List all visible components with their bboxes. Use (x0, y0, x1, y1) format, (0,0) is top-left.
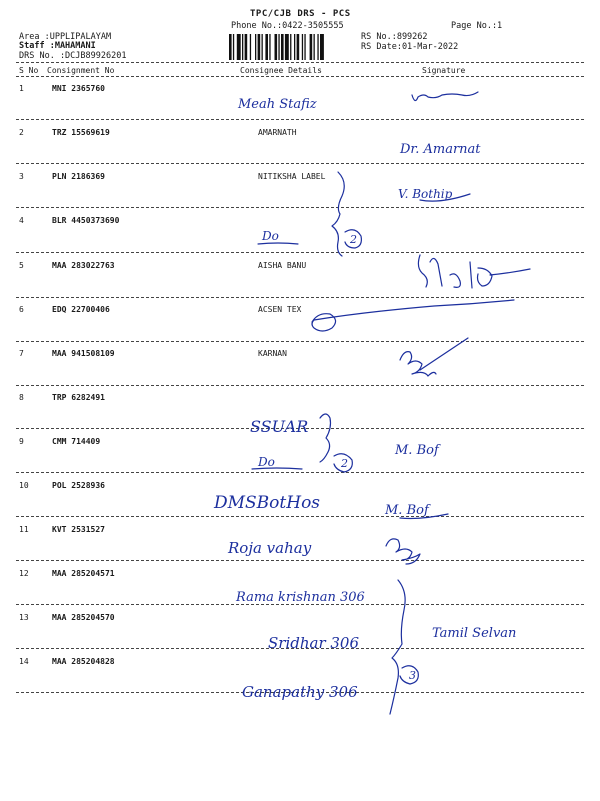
rs-date: RS Date:01-Mar-2022 (361, 42, 459, 52)
column-header-signature: Signature (422, 66, 466, 75)
row-consignment: KVT 2531527 (52, 525, 105, 534)
document-title: TPC/CJB DRS - PCS (250, 9, 351, 19)
handwritten-signature: V. Bothip (398, 187, 453, 201)
handwritten-signature: Dr. Amarnat (400, 142, 481, 157)
handwritten-name: Meah Stafiz (238, 97, 317, 112)
handwritten-name: SSUAR (250, 417, 309, 436)
handwritten-signature: M. Bof (385, 503, 429, 518)
handwritten-name: DMSBotHos (214, 493, 321, 513)
row-consignment: MAA 285204570 (52, 613, 115, 622)
row-sno: 8 (19, 393, 24, 402)
row-consignment: TRP 6282491 (52, 393, 105, 402)
handwritten-ditto: Do (262, 229, 279, 243)
row-consignee: ACSEN TEX (258, 305, 302, 314)
row-consignee: AISHA BANU (258, 261, 307, 270)
handwritten-ditto: Do (258, 455, 275, 469)
drs-number: DRS No. :DCJB89926201 (19, 51, 127, 61)
rs-number: RS No.:899262 (361, 32, 428, 42)
row-consignment: TRZ 15569619 (52, 128, 110, 137)
row-consignment: EDQ 22700406 (52, 305, 110, 314)
row-consignment: PLN 2186369 (52, 172, 105, 181)
signature-scribble (386, 539, 420, 564)
handwritten-signature: M. Bof (395, 443, 439, 458)
handwritten-name: Rama krishnan 306 (236, 590, 365, 605)
row-sno: 7 (19, 349, 24, 358)
column-header-sno: S No (19, 66, 39, 75)
handwritten-signature: Tamil Selvan (432, 626, 517, 641)
row-sno: 4 (19, 216, 24, 225)
page-number: Page No.:1 (451, 21, 503, 31)
ditto-underline (252, 468, 302, 469)
handwritten-name: Sridhar 306 (268, 634, 360, 652)
row-consignment: MNI 2365760 (52, 84, 105, 93)
ditto-underline (258, 243, 298, 244)
row-consignment: MAA 283022763 (52, 261, 115, 270)
signature-scribble (418, 255, 530, 288)
row-consignment: BLR 4450373690 (52, 216, 120, 225)
row-consignment: POL 2528936 (52, 481, 105, 490)
signature-scribble (312, 300, 514, 331)
row-consignment: MAA 941508109 (52, 349, 115, 358)
bracket-stroke (320, 414, 331, 462)
row-consignment: MAA 285204571 (52, 569, 115, 578)
signature-scribble (412, 92, 478, 101)
handwritten-count: 2 (341, 457, 348, 470)
bracket-stroke (390, 580, 405, 714)
row-sno: 3 (19, 172, 24, 181)
handwritten-count: 2 (350, 233, 357, 246)
handwritten-name: Ganapathy 306 (242, 683, 358, 701)
row-sno: 1 (19, 84, 24, 93)
row-sno: 2 (19, 128, 24, 137)
handwritten-count: 3 (409, 669, 416, 682)
column-header-consignee: Consignee Details (240, 66, 322, 75)
row-sno: 12 (19, 569, 29, 578)
signature-scribble (400, 338, 468, 376)
handwritten-name: Roja vahay (228, 539, 312, 557)
column-header-consignment: Consignment No (47, 66, 115, 75)
row-consignment: MAA 285204828 (52, 657, 115, 666)
row-sno: 6 (19, 305, 24, 314)
row-sno: 9 (19, 437, 24, 446)
row-consignee: NITIKSHA LABEL (258, 172, 326, 181)
staff-label: Staff :MAHAMANI (19, 41, 96, 51)
row-consignee: KARNAN (258, 349, 287, 358)
row-sno: 10 (19, 481, 29, 490)
row-sno: 11 (19, 525, 29, 534)
phone-number: Phone No.:0422-3505555 (231, 21, 344, 31)
area-label: Area :UPPLIPALAYAM (19, 32, 112, 42)
bracket-stroke (332, 172, 344, 256)
row-sno: 13 (19, 613, 29, 622)
row-sno: 5 (19, 261, 24, 270)
row-sno: 14 (19, 657, 29, 666)
row-consignment: CMM 714409 (52, 437, 101, 446)
row-consignee: AMARNATH (258, 128, 297, 137)
